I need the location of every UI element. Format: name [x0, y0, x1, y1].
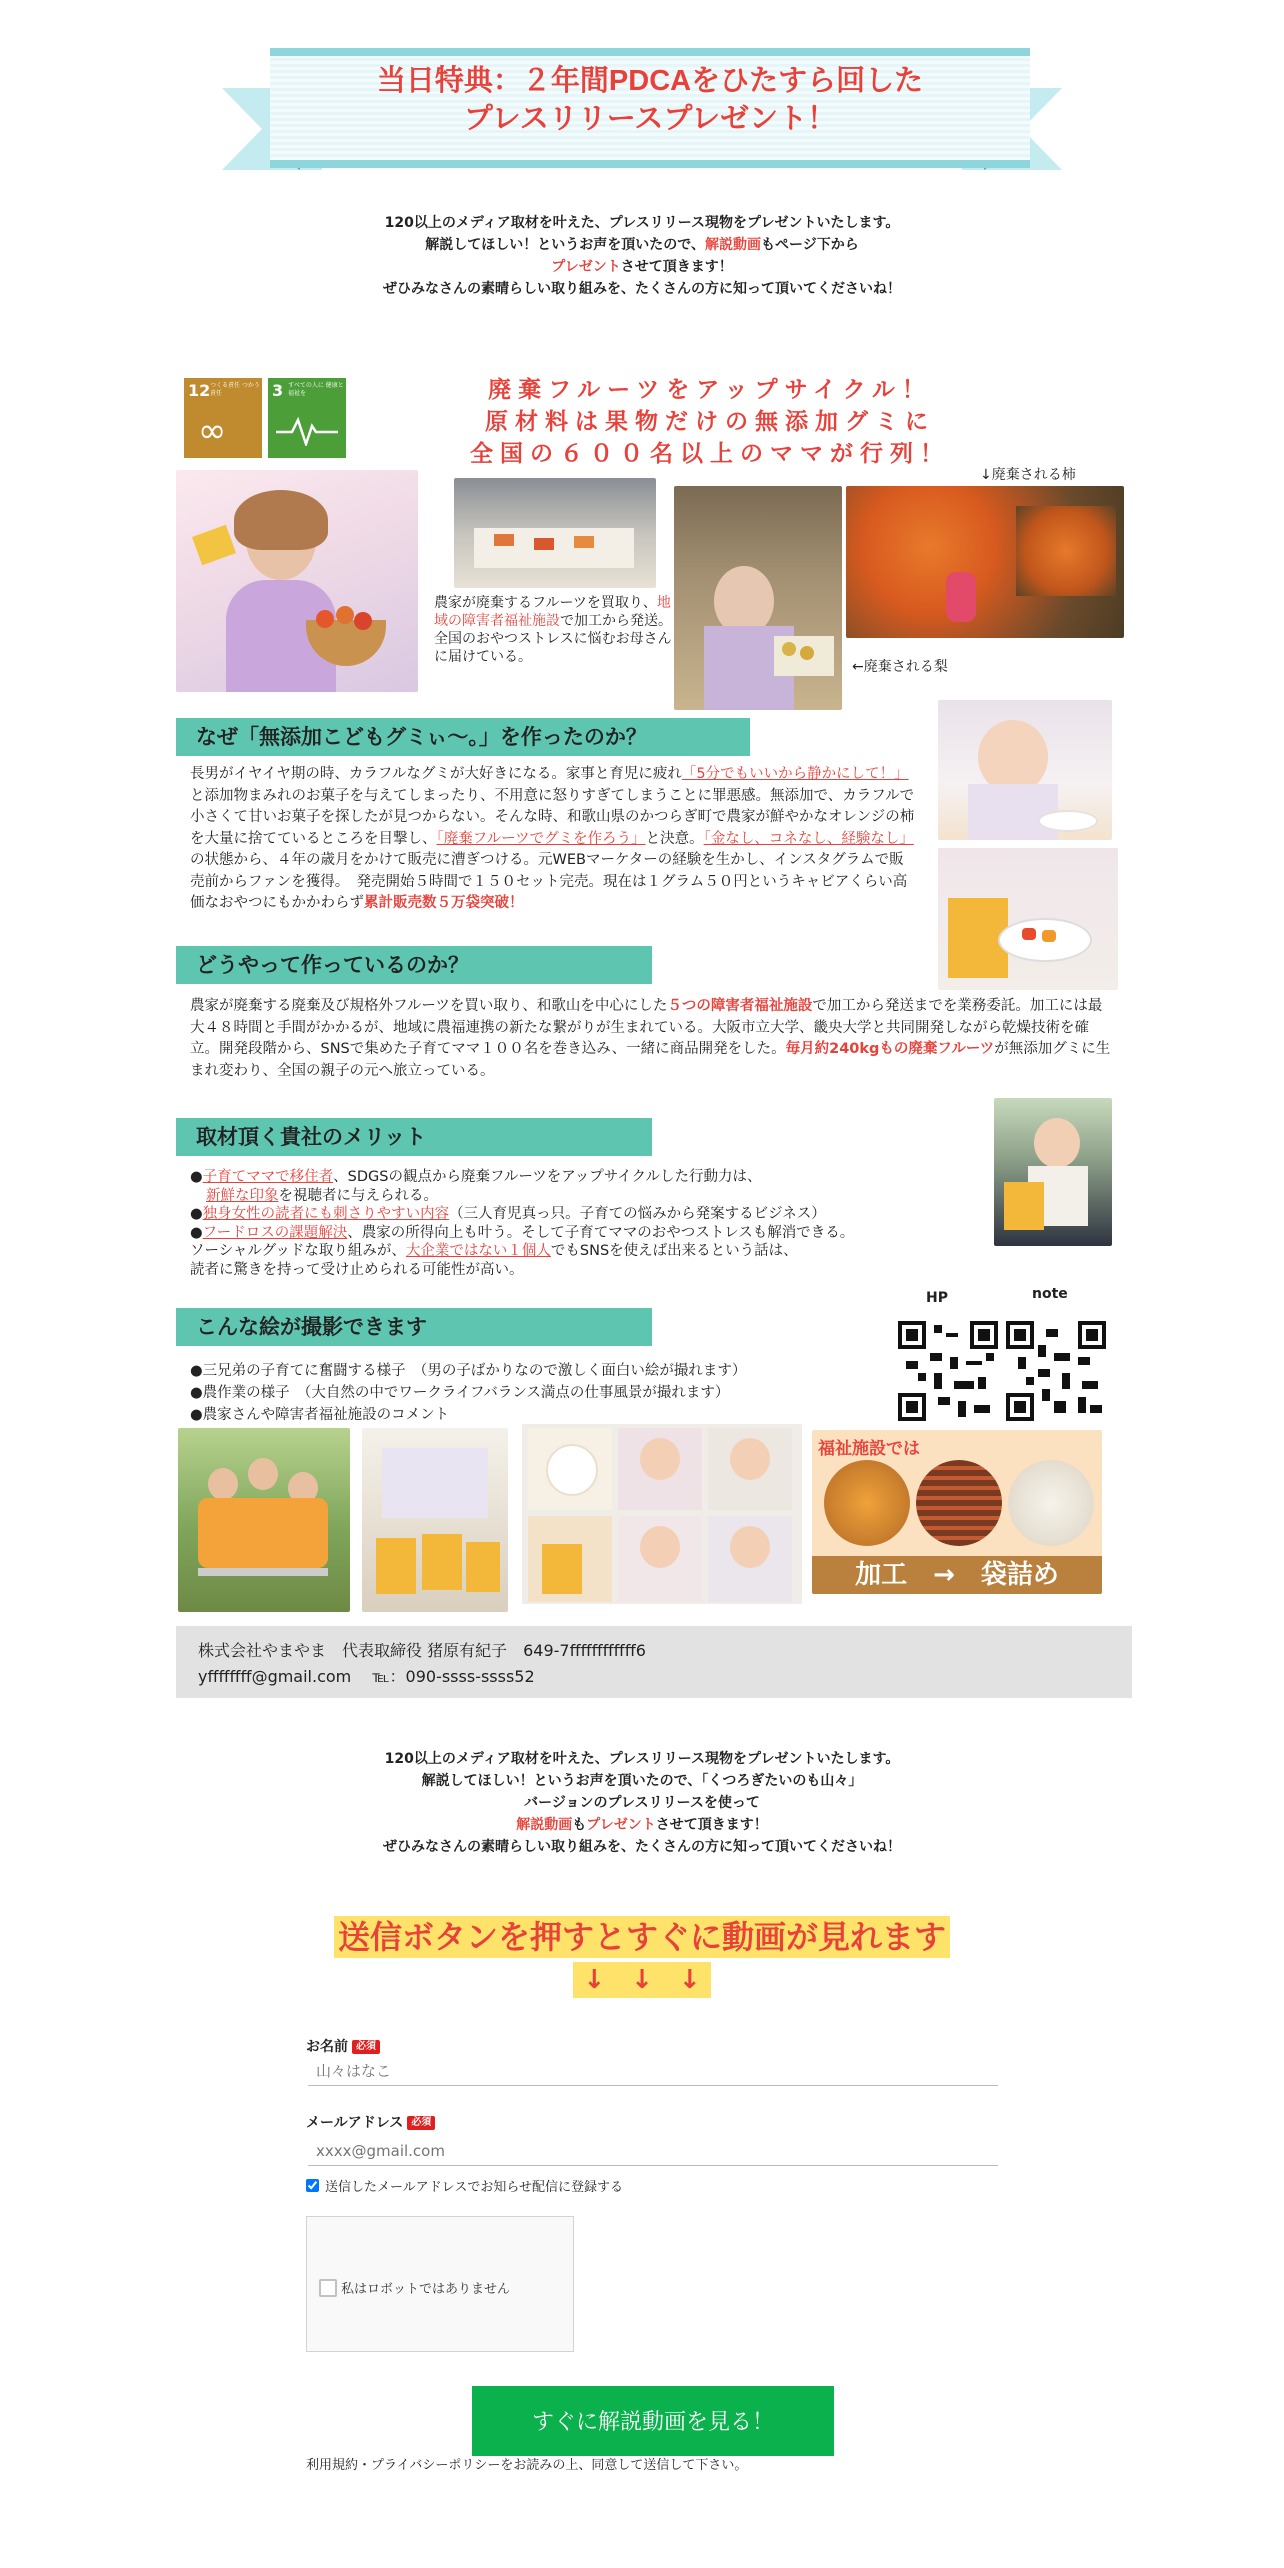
email-label: メールアドレス 必須	[306, 2112, 435, 2132]
section-why-body: 長男がイヤイヤ期の時、カラフルなグミが大好きになる。家事と育児に疲れ「5分でもいいから静かにして！」と添加物まみれのお菓子を与えてしまったり、不用意に怒りすぎてしまうことに罪悪感。無添加で、カラフルで小さくて甘いお菓子を探したが見つからない。そんな時、和歌山県のかつらぎ町で農家が鮮やかなオレンジの柿を大量に捨てているところを目撃し、「廃棄フルーツでグミを作ろう」と決意。「金なし、コネなし、経験なし」の状態から、４年の歳月をかけて販売に漕ぎつける。元WEBマーケターの経験を生かし、インスタグラムで販売前からファンを獲得。 発売開始５時間で１５０セット完売。現在は１グラム５０円というキャビアくらい高価なおやつにもかかわらず累計販売数５万袋突破！	[190, 766, 915, 911]
required-badge: 必須	[407, 2116, 435, 2130]
intro-top-line1: 120以上のメディア取材を叶えた、プレスリリース現物をプレゼントいたします。	[384, 215, 900, 231]
company-info: 株式会社やまやま 代表取締役 猪原有紀子 649-7ffffffffffff6 yffffffff@gmail.com ℡：090-ssss-ssss52	[176, 1626, 1132, 1698]
baby-photo-1	[938, 700, 1112, 840]
intro-top-line2: 解説してほしい！というお声を頂いたので、解説動画もページ下から	[425, 237, 859, 253]
down-arrow-icon: ↓ ↓ ↓	[573, 1962, 710, 1998]
required-badge: 必須	[352, 2040, 380, 2054]
section-shots-title: こんな絵が撮影できます	[176, 1308, 652, 1346]
email-input[interactable]	[308, 2136, 998, 2166]
banner-line1: 当日特典：２年間PDCAをひたすら回した	[376, 65, 924, 97]
merit-bullet-3: ●フードロスの課題解決、農家の所得向上も叶う。そして子育てママのおやつストレスも解消できる。	[190, 1224, 855, 1241]
section-merit-title: 取材頂く貴社のメリット	[176, 1118, 652, 1156]
captcha-box	[306, 2216, 574, 2352]
workshop-photo	[454, 478, 656, 588]
intro-bottom: 120以上のメディア取材を叶えた、プレスリリース現物をプレゼントいたします。 解説してほしい！というお声を頂いたので、「くつろぎたいのも山々」 バージョンのプレスリリースを使って 解説動画もプレゼントさせて頂きます！ ぜひみなさんの素晴らしい取り組みを、たくさんの方に知って頂いてくださいね！	[383, 1751, 901, 1855]
name-input[interactable]	[308, 2056, 998, 2086]
intro-top	[0, 212, 1284, 300]
name-label: お名前 必須	[306, 2036, 380, 2056]
submit-button[interactable]: すぐに解説動画を見る！	[472, 2386, 834, 2456]
merit-bullet-1: ●子育てママで移住者、SDGSの観点から廃棄フルーツをアップサイクルした行動力は、	[190, 1169, 762, 1185]
qr-code-hp[interactable]	[898, 1318, 998, 1424]
terms-note: 利用規約・プライバシーポリシーをお読みの上、同意して送信して下さい。	[306, 2458, 748, 2473]
sdg12-badge: 12 つくる責任 つかう責任 ∞	[184, 378, 262, 458]
photo-caption: 農家が廃棄するフルーツを買取り、地域の障害者福祉施設で加工から発送。全国のおやつストレスに悩むお母さんに届けている。	[434, 595, 672, 665]
section-merit-body: ●子育てママで移住者、SDGSの観点から廃棄フルーツをアップサイクルした行動力は、 新鮮な印象を視聴者に与えられる。 ●独身女性の読者にも刺さりやすい内容（三人育児真っ只。子育ての悩みから発案するビジネス） ●フードロスの課題解決、農家の所得向上も叶う。そして子育てママのおやつストレスも解消できる。 ソーシャルグッドな取り組みが、大企業ではない１個人でもSNSを使えば出来るという話は、 読者に驚きを持って受け止められる可能性が高い。	[190, 1168, 1010, 1279]
caption-nashi: ←廃棄される梨	[852, 659, 948, 675]
founder-photo	[176, 470, 418, 692]
section-why-title: なぜ「無添加こどもグミぃ〜。」を作ったのか？	[176, 718, 750, 756]
newsletter-checkbox[interactable]	[306, 2179, 319, 2192]
captcha-label: 私はロボットではありません	[341, 2282, 511, 2297]
merit-bullet-4: ソーシャルグッドな取り組みが、大企業ではない１個人でもSNSを使えば出来るという話は、	[190, 1243, 798, 1259]
persimmon-photo	[846, 486, 1124, 638]
cta-arrows	[0, 1962, 1284, 1998]
section-how-body: 農家が廃棄する廃棄及び規格外フルーツを買い取り、和歌山を中心にした５つの障害者福祉施設で加工から発送までを業務委託。加工には最大４８時間と手間がかかるが、地域に農福連携の新たな繋がりが生まれている。大阪市立大学、畿央大学と共同開発しながら乾燥技術を確立。開発段階から、SNSで集めた子育てママ１００名を巻き込み、一緒に商品開発をした。毎月約240kgもの廃棄フルーツが無添加グミに生まれ変わり、全国の親子の元へ旅立っている。	[190, 998, 1111, 1079]
cta-headline: 送信ボタンを押すとすぐに動画が見れます	[0, 1916, 1284, 1958]
product-photo	[362, 1428, 508, 1612]
captcha-checkbox[interactable]	[319, 2279, 337, 2297]
family-photo	[178, 1428, 350, 1612]
section-shots-body: ●三兄弟の子育てに奮闘する様子 （男の子ばかりなので激しく面白い絵が撮れます） ●農作業の様子 （大自然の中でワークライフバランス満点の仕事風景が撮れます） ●農家さんや障害者福祉施設のコメント	[190, 1363, 747, 1423]
section-how-title: どうやって作っているのか？	[176, 946, 652, 984]
gummy-snack-photo	[938, 848, 1118, 990]
infinity-icon: ∞	[198, 411, 227, 451]
qr-note-label: note	[1032, 1286, 1068, 1302]
sdg3-badge: 3 すべての人に 健康と福祉を	[268, 378, 346, 458]
newsletter-option[interactable]: 送信したメールアドレスでお知らせ配信に登録する	[306, 2176, 623, 2195]
qr-code-note[interactable]	[1006, 1318, 1106, 1424]
car-photo	[994, 1098, 1112, 1246]
caption-kaki: ↓廃棄される柿	[980, 467, 1076, 483]
merit-bullet-2: ●独身女性の読者にも刺さりやすい内容（三人育児真っ只。子育ての悩みから発案するビジネス）	[190, 1206, 826, 1222]
banner-line2: プレスリリースプレゼント！	[463, 103, 837, 135]
qr-hp-label: HP	[926, 1290, 948, 1306]
release-headline: 廃棄フルーツをアップサイクル！ 原材料は果物だけの無添加グミに 全国の６００名以上のママが行列！	[470, 377, 950, 467]
ribbon-title	[270, 48, 1030, 168]
facility-process-photo: 福祉施設では 加工 → 袋詰め	[812, 1430, 1102, 1594]
heartbeat-icon	[276, 416, 338, 446]
pear-sorting-photo	[674, 486, 842, 710]
baby-collage	[522, 1424, 802, 1604]
intro-top-line3: プレゼントさせて頂きます！	[551, 259, 733, 275]
intro-top-line4: ぜひみなさんの素晴らしい取り組みを、たくさんの方に知って頂いてくださいね！	[383, 281, 901, 297]
